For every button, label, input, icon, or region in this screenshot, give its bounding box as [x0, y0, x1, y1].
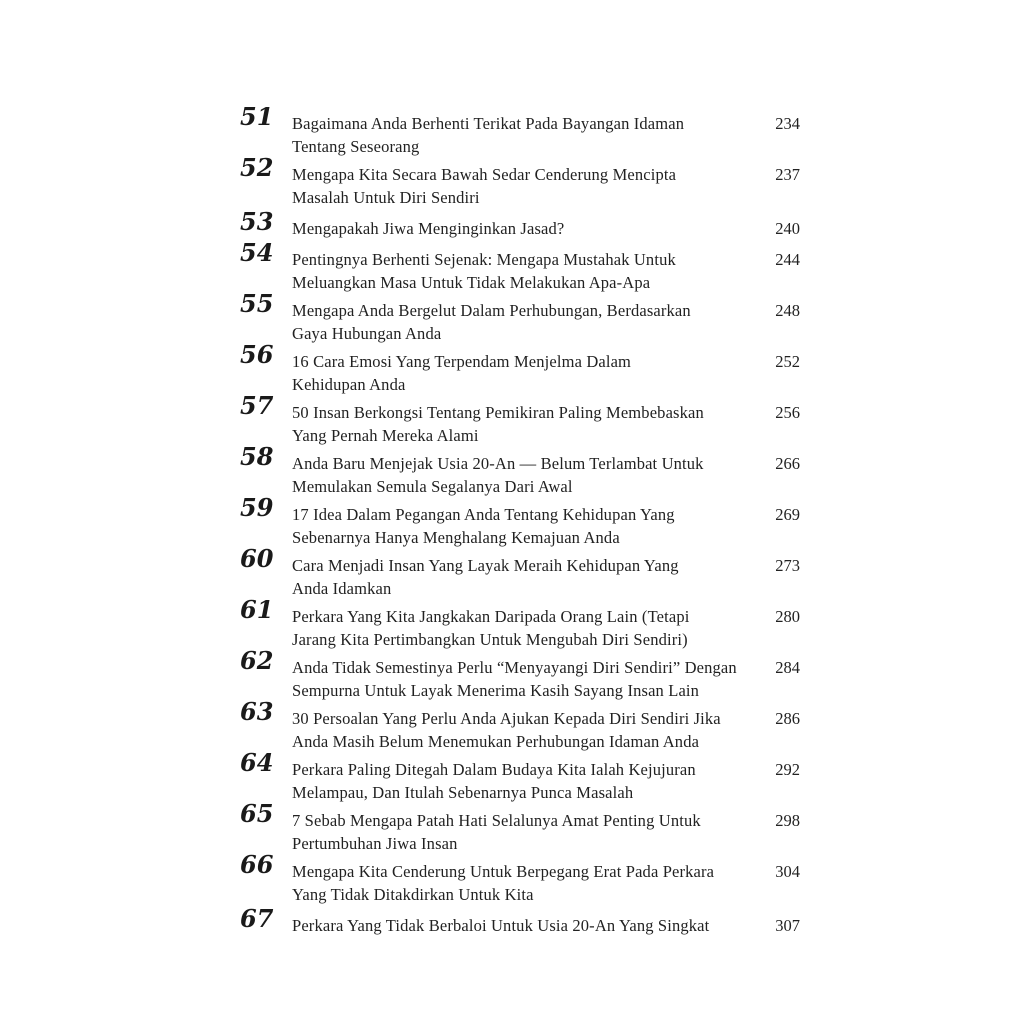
page-number: 286 — [775, 709, 800, 728]
chapter-title: Cara Menjadi Insan Yang Layak Meraih Kehidupan Yang Anda Idamkan — [292, 556, 679, 598]
chapter-title: 30 Persoalan Yang Perlu Anda Ajukan Kepada Diri Sendiri Jika Anda Masih Belum Menemukan Perhubungan Idaman Anda — [292, 709, 721, 751]
page-number: 307 — [775, 916, 800, 935]
chapter-number: 53 — [240, 207, 274, 236]
chapter-number: 66 — [240, 850, 274, 879]
chapter-number: 57 — [240, 391, 274, 420]
page-number: 248 — [775, 301, 800, 320]
page-number: 266 — [775, 454, 800, 473]
chapter-number: 59 — [240, 493, 274, 522]
chapter-title: Mengapa Kita Cenderung Untuk Berpegang Erat Pada Perkara Yang Tidak Ditakdirkan Untuk Kita — [292, 862, 715, 904]
page-number: 284 — [775, 658, 800, 677]
page-number: 237 — [775, 165, 800, 184]
chapter-number: 54 — [240, 238, 274, 267]
chapter-title: Pentingnya Berhenti Sejenak: Mengapa Mustahak Untuk Meluangkan Masa Untuk Tidak Melakukan Apa-Apa — [292, 250, 676, 292]
chapter-title: Anda Baru Menjejak Usia 20-An — Belum Terlambat Untuk Memulakan Semula Segalanya Dari Awal — [292, 454, 704, 496]
chapter-number: 51 — [240, 102, 274, 131]
chapter-title: Perkara Paling Ditegah Dalam Budaya Kita Ialah Kejujuran Melampau, Dan Itulah Sebenarnya Punca Masalah — [292, 760, 696, 802]
chapter-title: 17 Idea Dalam Pegangan Anda Tentang Kehidupan Yang Sebenarnya Hanya Menghalang Kemajuan Anda — [292, 505, 675, 547]
chapter-number: 55 — [240, 289, 274, 318]
page-number: 240 — [775, 219, 800, 238]
chapter-number: 67 — [240, 904, 274, 933]
page-number: 273 — [775, 556, 800, 575]
chapter-title: 16 Cara Emosi Yang Terpendam Menjelma Dalam Kehidupan Anda — [292, 352, 632, 394]
page-number: 298 — [775, 811, 800, 830]
chapter-number: 61 — [240, 595, 274, 624]
chapter-number: 56 — [240, 340, 274, 369]
chapter-number: 65 — [240, 799, 274, 828]
chapter-title: Perkara Yang Tidak Berbaloi Untuk Usia 20-An Yang Singkat — [292, 916, 710, 935]
chapter-number: 64 — [240, 748, 274, 777]
chapter-title: Mengapa Kita Secara Bawah Sedar Cenderung Mencipta Masalah Untuk Diri Sendiri — [292, 165, 677, 207]
chapter-number: 63 — [240, 697, 274, 726]
chapter-title: 50 Insan Berkongsi Tentang Pemikiran Paling Membebaskan Yang Pernah Mereka Alami — [292, 403, 704, 445]
chapter-number: 52 — [240, 153, 274, 182]
page-number: 269 — [775, 505, 800, 524]
chapter-title: Bagaimana Anda Berhenti Terikat Pada Bayangan Idaman Tentang Seseorang — [292, 114, 685, 156]
page-number: 292 — [775, 760, 800, 779]
chapter-number: 60 — [240, 544, 274, 573]
chapter-number: 58 — [240, 442, 274, 471]
page-number: 244 — [775, 250, 800, 269]
chapter-title: Anda Tidak Semestinya Perlu “Menyayangi Diri Sendiri” Dengan Sempurna Untuk Layak Menerima Kasih Sayang Insan Lain — [292, 658, 737, 700]
chapter-title: 7 Sebab Mengapa Patah Hati Selalunya Amat Penting Untuk Pertumbuhan Jiwa Insan — [292, 811, 701, 853]
page-number: 304 — [775, 862, 800, 881]
page-number: 252 — [775, 352, 800, 371]
page-number: 256 — [775, 403, 800, 422]
chapter-title: Perkara Yang Kita Jangkakan Daripada Orang Lain (Tetapi Jarang Kita Pertimbangkan Untuk Mengubah Diri Sendiri) — [292, 607, 690, 649]
chapter-number: 62 — [240, 646, 274, 675]
chapter-title: Mengapa Anda Bergelut Dalam Perhubungan, Berdasarkan Gaya Hubungan Anda — [292, 301, 691, 343]
chapter-title: Mengapakah Jiwa Menginginkan Jasad? — [292, 219, 565, 238]
page-number: 234 — [775, 114, 800, 133]
page-number: 280 — [775, 607, 800, 626]
